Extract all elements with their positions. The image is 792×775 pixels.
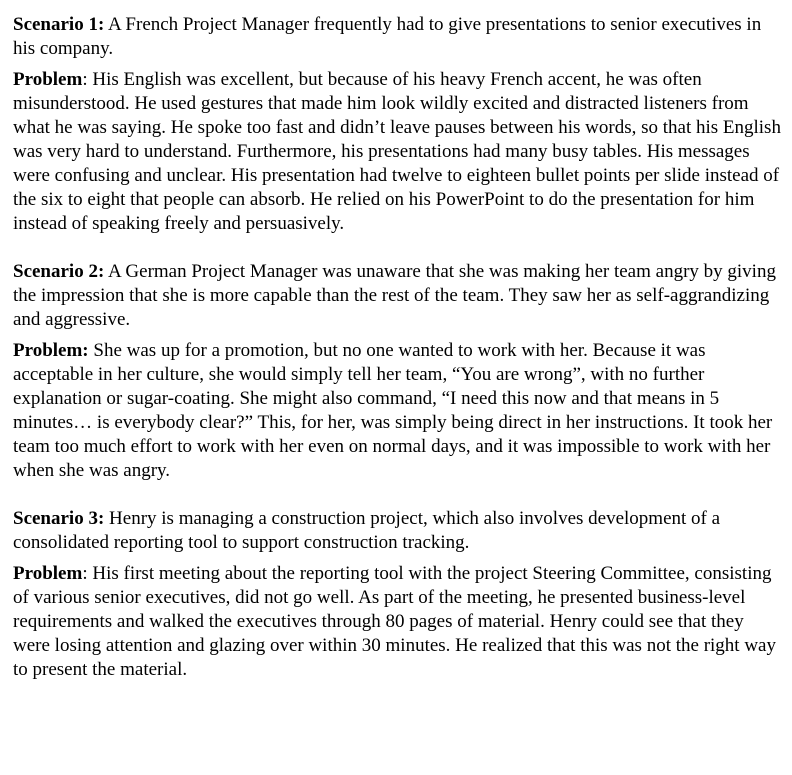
spacer [13, 61, 781, 68]
document-page [13, 13, 781, 682]
scenario-1-label: Scenario 1: [13, 14, 105, 35]
problem-2-paragraph [13, 339, 781, 483]
problem-1-text: : His English was excellent, but because of his heavy French accent, he was often misunderstood. He used gestures that made him look wildly excited and distracted listeners from what he was saying. He spoke too fast and didn’t leave pauses between his words, so that his English was very hard to understand. Furthermore, his presentations had many busy tables. His messages were confusing and unclear. His presentation had twelve to eighteen bullet points per slide instead of the six to eight that people can absorb. He relied on his PowerPoint to do the presentation for him instead of speaking freely and persuasively. [13, 69, 781, 234]
problem-3-text: : His first meeting about the reporting tool with the project Steering Committee, consisting of various senior executives, did not go well. As part of the meeting, he presented business-level requirements and walked the executives through 80 pages of material. Henry could see that they were losing attention and glazing over within 30 minutes. He realized that this was not the right way to present the material. [13, 563, 776, 680]
problem-3-label: Problem [13, 563, 83, 584]
scenario-1-paragraph [13, 13, 781, 61]
scenario-3-paragraph [13, 507, 781, 555]
spacer [13, 555, 781, 562]
scenario-3-text: Henry is managing a construction project, which also involves development of a consolidated reporting tool to support construction tracking. [13, 508, 721, 553]
scenario-2-paragraph [13, 260, 781, 332]
scenario-1-text: A French Project Manager frequently had to give presentations to senior executives in his company. [13, 14, 762, 59]
problem-1-label: Problem [13, 69, 83, 90]
problem-2-label: Problem: [13, 340, 89, 361]
problem-1-paragraph [13, 68, 781, 236]
section-spacer [13, 236, 781, 260]
scenario-3-label: Scenario 3: [13, 508, 105, 529]
problem-2-text: She was up for a promotion, but no one wanted to work with her. Because it was acceptable in her culture, she would simply tell her team, “You are wrong”, with no further explanation or sugar-coating. She might also command, “I need this now and that means in 5 minutes… is everybody clear?” This, for her, was simply being direct in her instructions. It took her team too much effort to work with her even on normal days, and it was impossible to work with her when she was angry. [13, 340, 773, 481]
spacer [13, 332, 781, 339]
problem-3-paragraph [13, 562, 781, 682]
scenario-2-label: Scenario 2: [13, 261, 105, 282]
section-spacer [13, 483, 781, 507]
scenario-2-text: A German Project Manager was unaware that she was making her team angry by giving the impression that she is more capable than the rest of the team. They saw her as self-aggrandizing and aggressive. [13, 261, 776, 330]
